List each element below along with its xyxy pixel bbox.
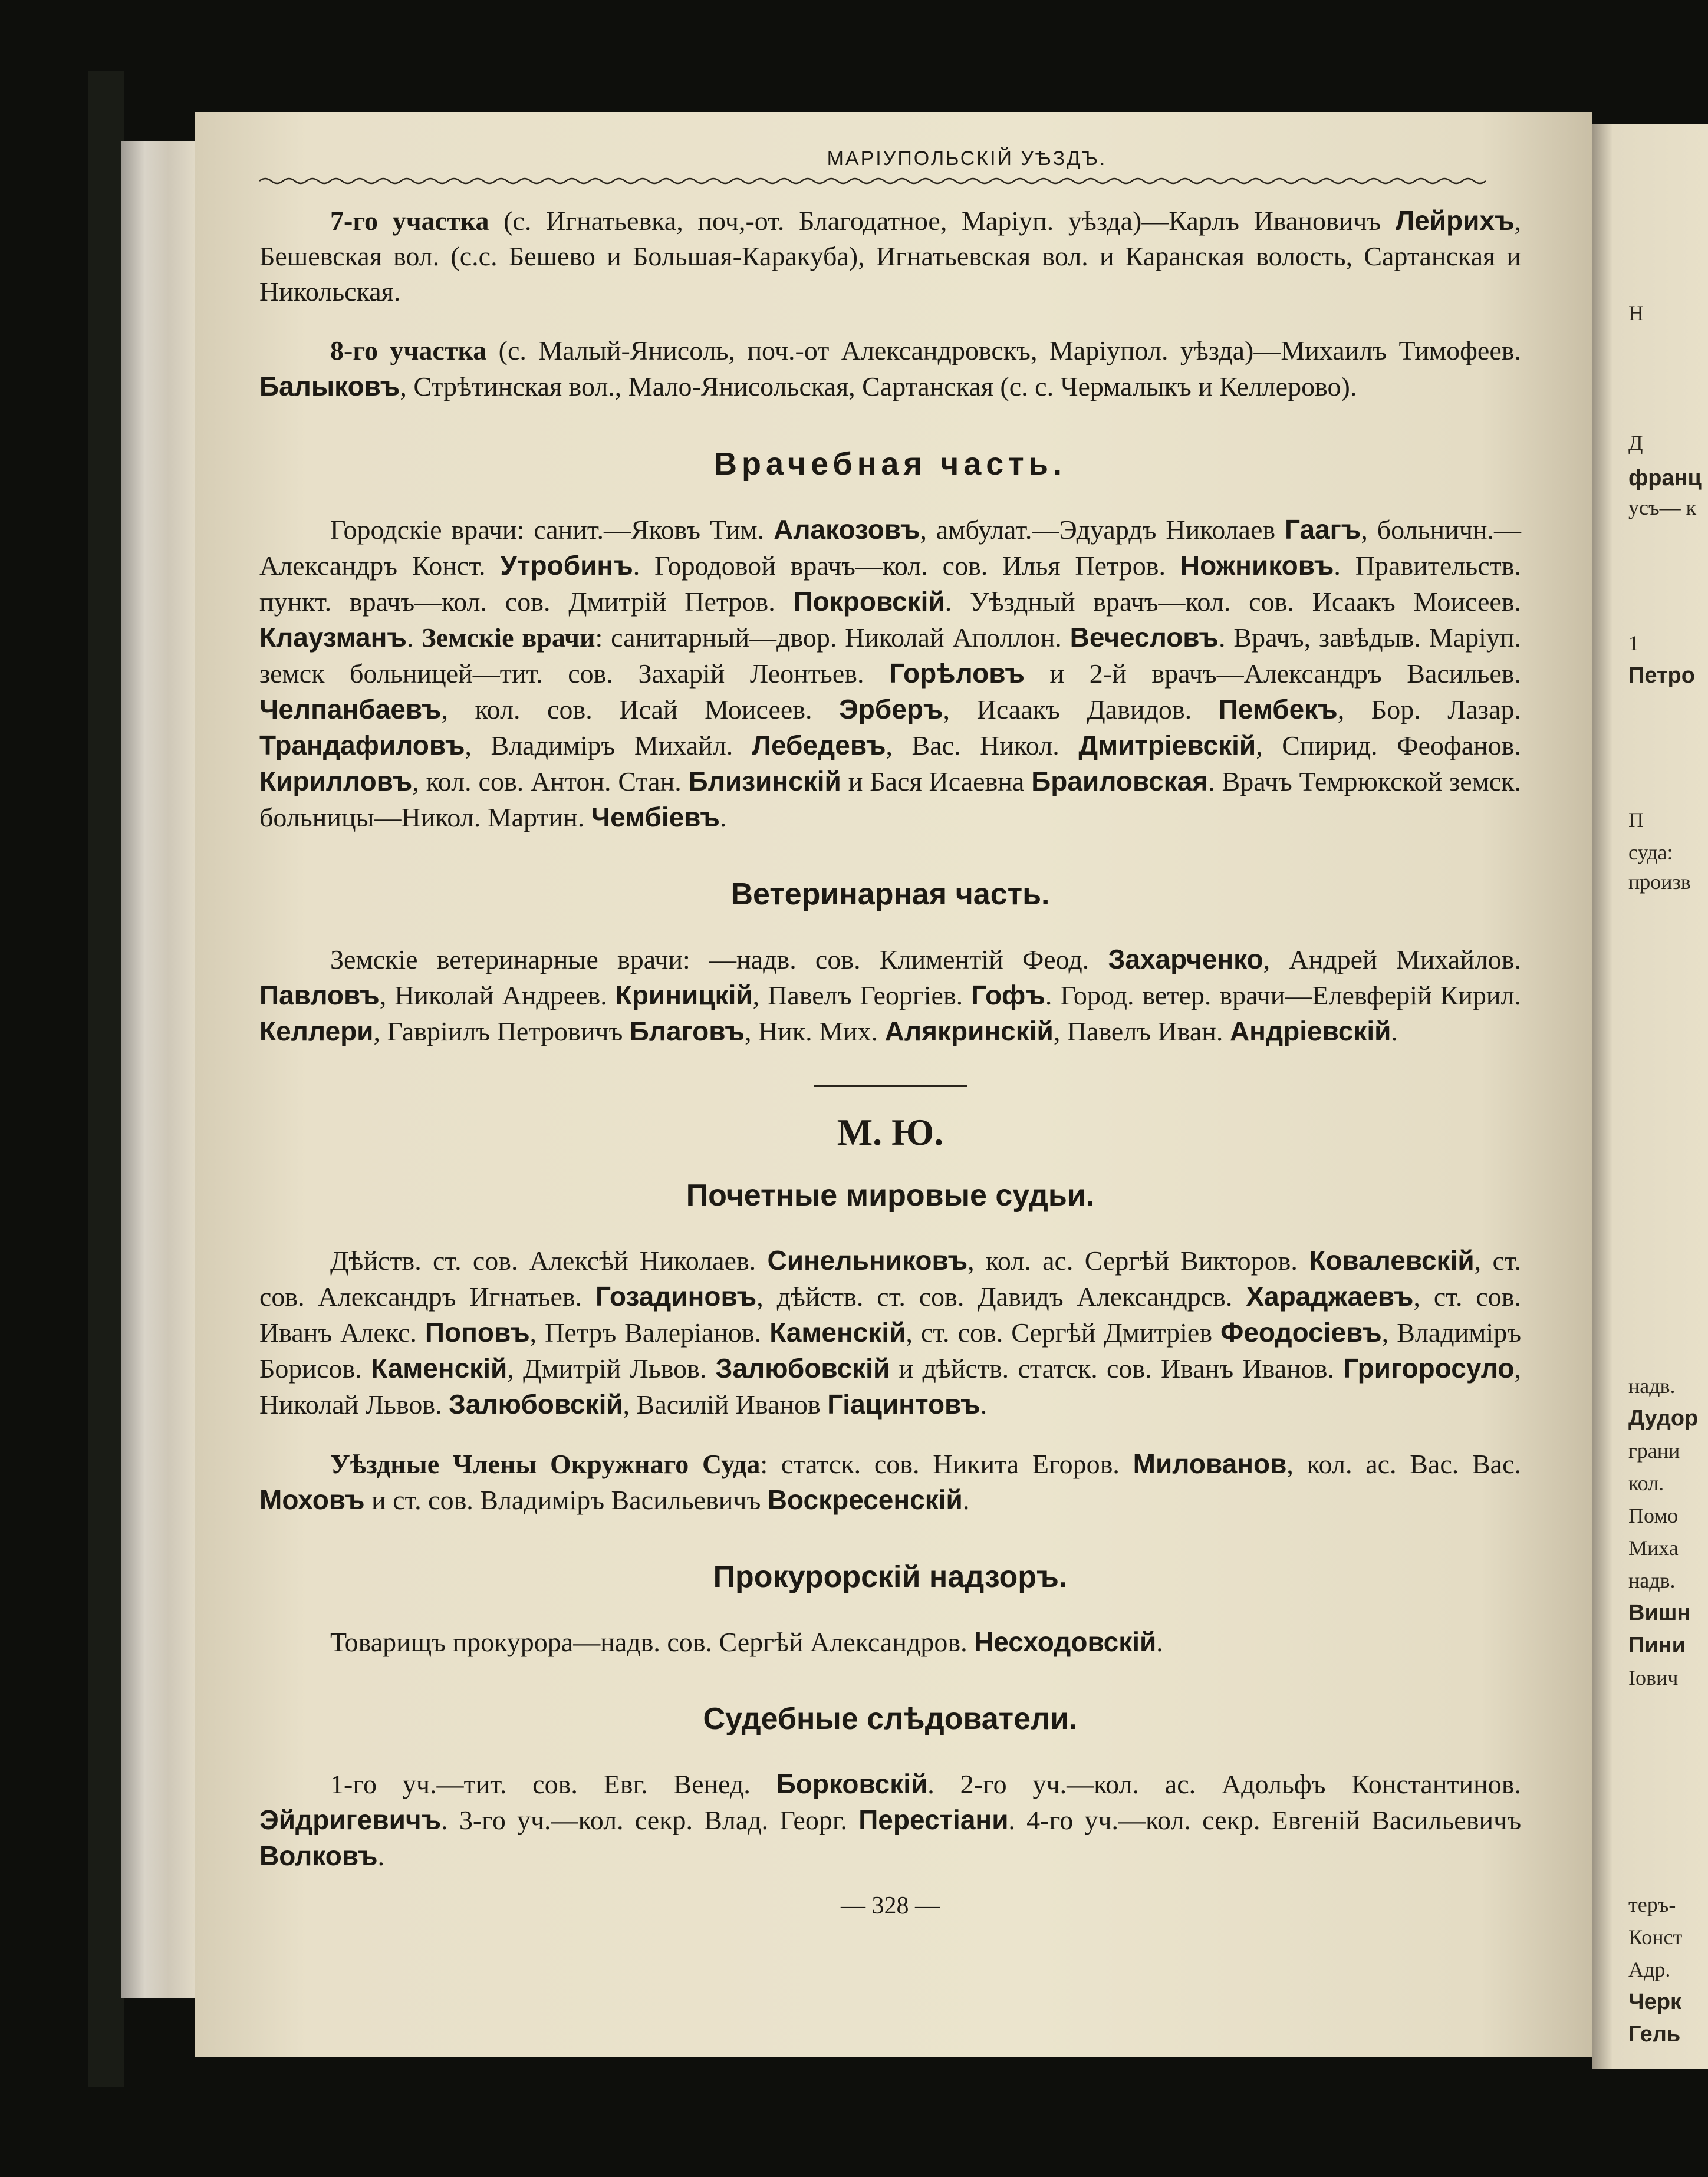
adjacent-text: П: [1628, 808, 1644, 832]
adjacent-text: грани: [1628, 1439, 1680, 1463]
adjacent-text: Конст: [1628, 1925, 1683, 1949]
paragraph-court-members: Уѣздные Члены Окружнаго Суда: статск. сов. Никита Егоров. Милованов, кол. ас. Вас. Вас. Моховъ и ст. сов. Владиміръ Васильевичъ Воскресенскій.: [259, 1448, 1522, 1515]
adjacent-text: Вишн: [1628, 1600, 1691, 1625]
heading-ministry: М. Ю.: [837, 1111, 944, 1153]
adjacent-text: Гель: [1628, 2022, 1681, 2047]
heading-honorary-judges: Почетные мировые судьи.: [686, 1178, 1095, 1213]
book-spine: [88, 71, 124, 2087]
page-number: — 328 —: [841, 1892, 940, 1919]
page-edges: [121, 141, 200, 1998]
adjacent-text: Д: [1628, 431, 1643, 454]
adjacent-text: франц: [1628, 466, 1702, 490]
paragraph-district-8: 8-го участка (с. Малый-Янисоль, поч.-от Александровскъ, Маріупол. уѣзда)—Михаилъ Тимофеев. Балыковъ, Стрѣтинская вол., Мало-Янисольская, Сартанская (с. с. Чермалыкъ и Келлерово).: [259, 335, 1521, 401]
adjacent-text: надв.: [1628, 1374, 1676, 1398]
adjacent-text: Іович: [1628, 1666, 1679, 1689]
adjacent-text: кол.: [1628, 1471, 1664, 1495]
running-head: МАРІУПОЛЬСКІЙ УѢЗДЪ.: [827, 147, 1107, 170]
adjacent-text: Черк: [1628, 1990, 1682, 2014]
adjacent-text: Н: [1628, 301, 1644, 325]
heading-medical: Врачебная часть.: [714, 446, 1067, 482]
paragraph-judges: Дѣйств. ст. сов. Алексѣй Николаев. Синельниковъ, кол. ас. Сергѣй Викторов. Ковалевскій, ст. сов. Александръ Игнатьев. Гозадиновъ, дѣйств. ст. сов. Давидъ Александрсв. Хараджаевъ, ст. сов. Иванъ Алекс. Поповъ, Петръ Валеріанов. Каменскій, ст. сов. Сергѣй Дмитріев Феодосіевъ, Владиміръ Борисов. Каменскій, Дмитрій Львов. Залюбовскій и дѣйств. статск. сов. Иванъ Иванов. Григоросуло, Николай Львов. Залюбовскій, Василій Иванов Гіацинтовъ.: [259, 1245, 1522, 1420]
adjacent-text: Миха: [1628, 1536, 1679, 1560]
paragraph-veterinary: Земскіе ветеринарные врачи: —надв. сов. Климентій Феод. Захарченко, Андрей Михайлов. Павловъ, Николай Андреев. Криницкій, Павелъ Георгіев. Гофъ. Город. ветер. врачи—Елевферій Кирил. Келлери, Гавріилъ Петровичъ Благовъ, Ник. Мих. Алякринскій, Павелъ Иван. Андріевскій.: [259, 944, 1521, 1046]
paragraph-investigators: 1-го уч.—тит. сов. Евг. Венед. Борковскій. 2-го уч.—кол. ас. Адольфъ Константинов. Эйдригевичъ. 3-го уч.—кол. секр. Влад. Георг. Перестіани. 4-го уч.—кол. секр. Евгеній Васильевичъ Волковъ.: [259, 1768, 1521, 1871]
page-content: [259, 147, 1521, 1920]
adjacent-text: Пини: [1628, 1633, 1686, 1658]
section-divider: [814, 1085, 967, 1087]
adjacent-text: произв: [1628, 870, 1691, 894]
ornamental-rule: [259, 174, 1486, 188]
paragraph-prosecutor: Товарищъ прокурора—надв. сов. Сергѣй Александров. Несходовскій.: [330, 1626, 1163, 1657]
adjacent-text: Помо: [1628, 1504, 1679, 1527]
adjacent-text: Адр.: [1628, 1958, 1671, 1981]
paragraph-district-7: 7-го участка (с. Игнатьевка, поч,-от. Благодатное, Маріуп. уѣзда)—Карлъ Ивановичъ Лейрихъ, Бешевская вол. (с.с. Бешево и Большая-Каракуба), Игнатьевская вол. и Каранская волость, Сартанская и Никольская.: [259, 205, 1522, 307]
adjacent-text: теръ-: [1628, 1893, 1676, 1916]
adjacent-text: Петро: [1628, 663, 1695, 688]
adjacent-text: 1: [1628, 631, 1639, 655]
adjacent-text: суда:: [1628, 841, 1673, 864]
heading-veterinary: Ветеринарная часть.: [730, 877, 1050, 911]
heading-investigators: Судебные слѣдователи.: [703, 1702, 1078, 1736]
adjacent-text: надв.: [1628, 1569, 1676, 1592]
paragraph-medical: Городскіе врачи: санит.—Яковъ Тим. Алакозовъ, амбулат.—Эдуардъ Николаев Гаагъ, больничн.— Александръ Конст. Утробинъ. Городовой врачъ—кол. сов. Илья Петров. Ножниковъ. Правительств. пункт. врачъ—кол. сов. Дмитрій Петров. Покровскій. Уѣздный врачъ—кол. сов. Исаакъ Моисеев. Клаузманъ. Земскіе врачи: санитарный—двор. Николай Аполлон. Вечесловъ. Врачъ, завѣдыв. Маріуп. земск больницей—тит. сов. Захарій Леонтьев. Горѣловъ и 2-й врачъ—Александръ Васильев. Челпанбаевъ, кол. сов. Исай Моисеев. Эрберъ, Исаакъ Давидов. Пембекъ, Бор. Лазар. Трандафиловъ, Владиміръ Михайл. Лебедевъ, Вас. Никол. Дмитріевскій, Спирид. Феофанов. Кирилловъ, кол. сов. Антон. Стан. Близинскій и Бася Исаевна Браиловская. Врачъ Темрюкской земск. больницы—Никол. Мартин. Чембіевъ.: [259, 514, 1522, 832]
adjacent-page: [1592, 124, 1708, 2069]
adjacent-text: Дудор: [1628, 1406, 1699, 1431]
heading-prosecutor: Прокурорскій надзоръ.: [713, 1560, 1068, 1594]
adjacent-text: усъ— к: [1628, 496, 1697, 519]
